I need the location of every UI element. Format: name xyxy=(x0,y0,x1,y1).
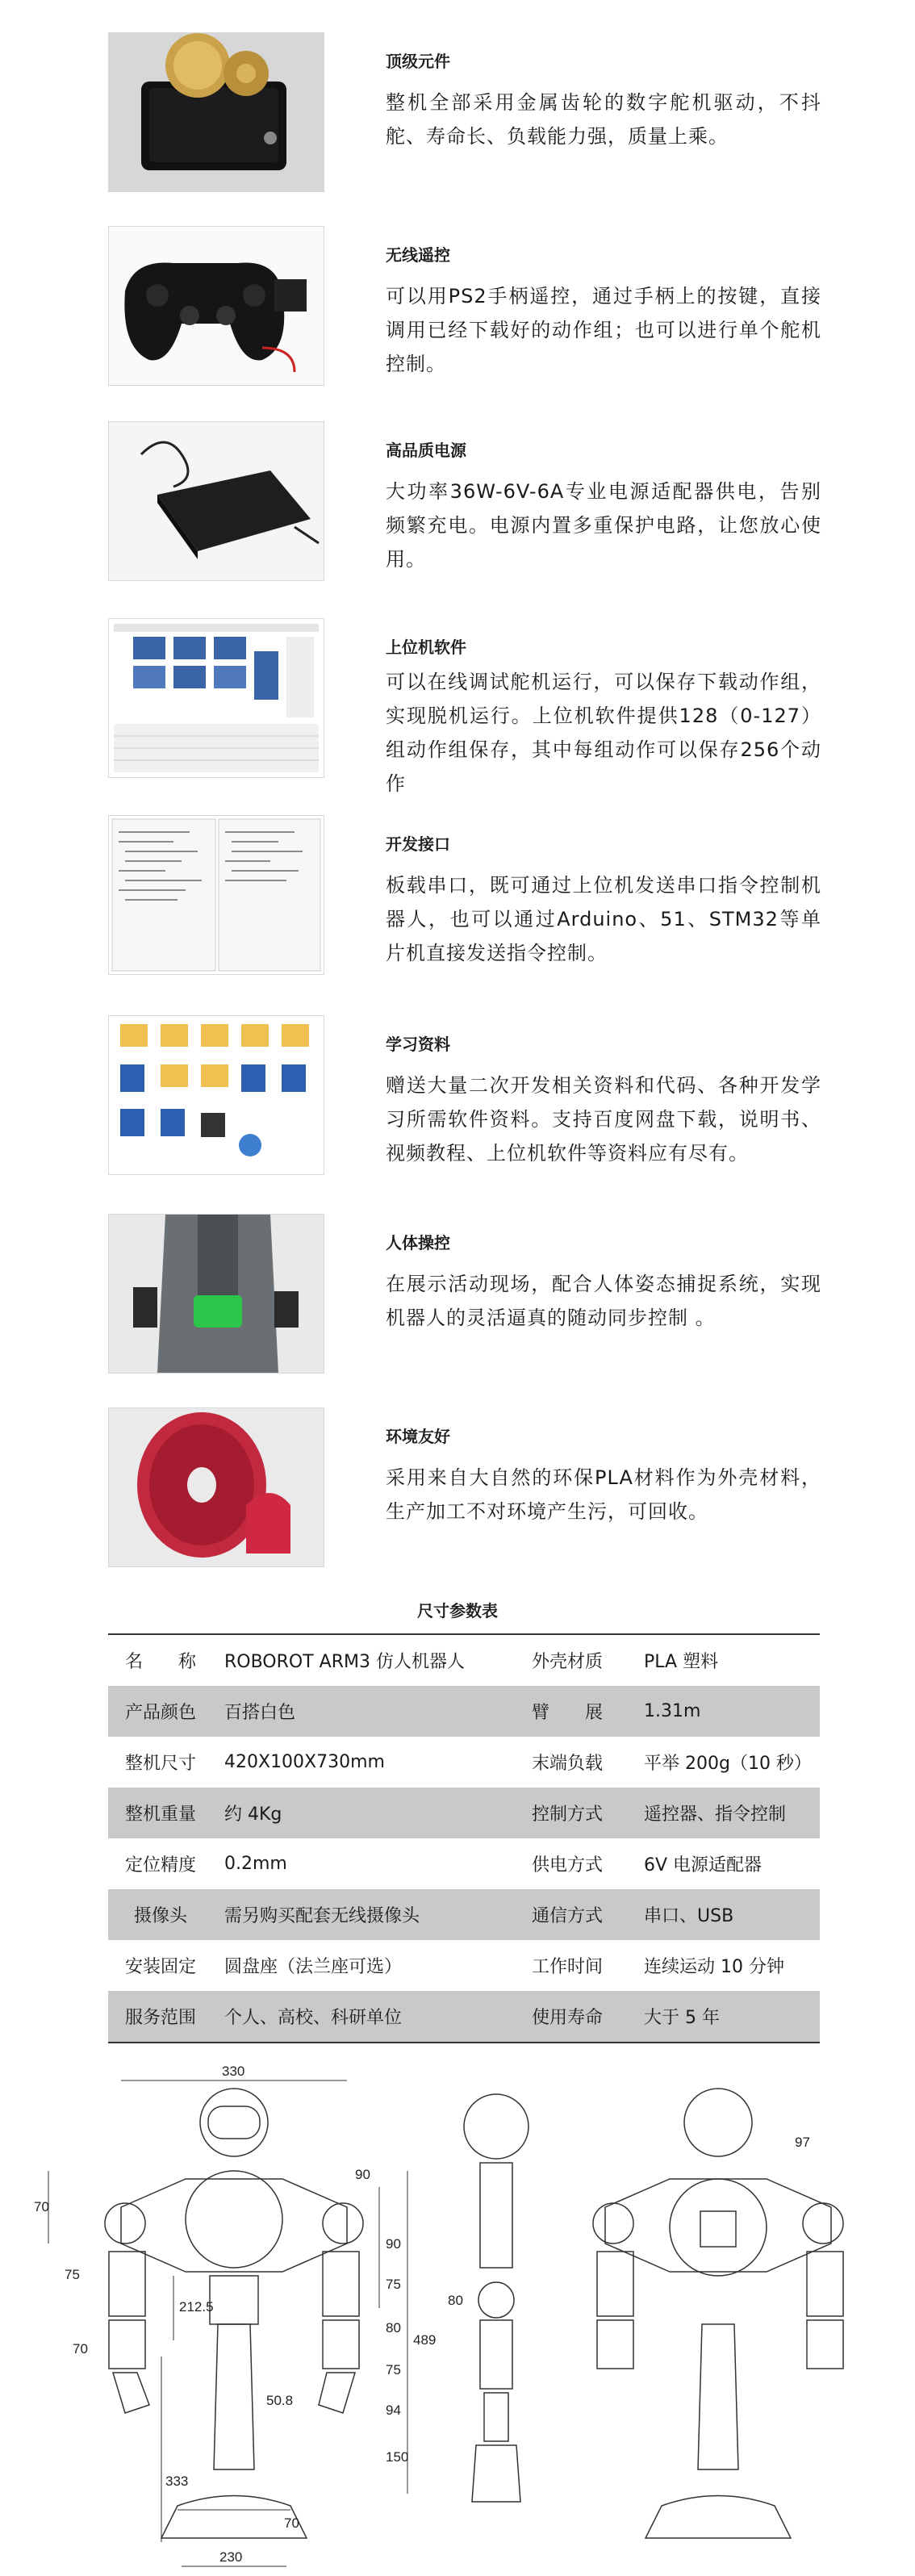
spec-cell-v2: 6V 电源适配器 xyxy=(644,1855,762,1876)
dim-489: 489 xyxy=(413,2332,437,2348)
spec-cell-k2: 供电方式 xyxy=(531,1855,603,1876)
spec-cell-v1: 圆盘座（法兰座可选） xyxy=(224,1957,403,1977)
dim-75: 75 xyxy=(386,2277,401,2292)
spec-cell-v2: 遥控器、指令控制 xyxy=(620,1788,820,1838)
spec-cell-k2: 工作时间 xyxy=(531,1957,603,1977)
dim-head-diameter: 90 xyxy=(355,2167,370,2182)
spec-cell-v2: 大于 5 年 xyxy=(620,1991,820,2043)
dim-shoulder: 70 xyxy=(34,2199,49,2214)
power-adapter-image xyxy=(108,421,324,581)
spec-cell-k1: 整机尺寸 xyxy=(124,1754,196,1774)
feature-title: 顶级元件 xyxy=(386,52,450,71)
dim-upper-height: 212.5 xyxy=(179,2299,214,2315)
spec-cell-k2: 外壳材质 xyxy=(531,1652,603,1672)
spec-row xyxy=(108,1686,820,1737)
spec-cell-k2: 通信方式 xyxy=(515,1889,620,1940)
feature-desc: 可以用PS2手柄遥控，通过手柄上的按键，直接调用已经下载好的动作组；也可以进行单个舵机控制。 xyxy=(386,285,821,375)
dimension-drawing xyxy=(0,2066,915,2573)
dim-70: 70 xyxy=(284,2515,299,2531)
spec-cell-v1: 百搭白色 xyxy=(213,1686,515,1737)
spec-cell-v2: PLA 塑料 xyxy=(644,1652,719,1672)
spec-row xyxy=(108,1737,820,1788)
spec-cell-k2: 末端负载 xyxy=(531,1754,603,1774)
dim-arm-diameter: 75 xyxy=(65,2267,80,2282)
folder-icons-image xyxy=(108,1015,324,1175)
spec-row xyxy=(108,1838,820,1889)
spec-row xyxy=(108,1991,820,2043)
spec-table xyxy=(108,1633,820,2043)
feature-item xyxy=(0,1015,915,1185)
spec-cell-v1: 0.2mm xyxy=(224,1854,287,1874)
spec-row xyxy=(108,1634,820,1686)
feature-desc: 在展示活动现场，配合人体姿态捕捉系统，实现机器人的灵活逼真的随动同步控制 。 xyxy=(386,1273,821,1329)
feature-item xyxy=(0,226,915,395)
dim-width-top: 330 xyxy=(222,2066,245,2079)
spec-cell-v2: 1.31m xyxy=(620,1686,820,1737)
spec-cell-k1: 摄像头 xyxy=(108,1889,213,1940)
spec-row xyxy=(108,1940,820,1991)
feature-desc: 赠送大量二次开发相关资料和代码、各种开发学习所需软件资料。支持百度网盘下载，说明书、视频教程、上位机软件等资料应有尽有。 xyxy=(386,1074,821,1165)
spec-table-title: 尺寸参数表 xyxy=(417,1601,498,1620)
dim-side-height: 90 xyxy=(386,2236,401,2252)
dim-back-diameter: 97 xyxy=(795,2135,810,2150)
dim-333: 333 xyxy=(165,2474,189,2489)
feature-desc: 整机全部采用金属齿轮的数字舵机驱动，不抖舵、寿命长、负载能力强，质量上乘。 xyxy=(386,91,821,148)
spec-cell-k1: 整机重量 xyxy=(108,1788,213,1838)
dim-base: 230 xyxy=(219,2549,243,2565)
spec-cell-v2: 平举 200g（10 秒） xyxy=(644,1754,812,1774)
gamepad-image xyxy=(108,226,324,386)
dim-column-diameter: 50.8 xyxy=(266,2393,294,2408)
feature-title: 无线遥控 xyxy=(386,245,450,265)
feature-item xyxy=(0,32,915,202)
spec-cell-k1: 名 称 xyxy=(124,1652,196,1672)
feature-desc: 采用来自大自然的环保PLA材料作为外壳材料，生产加工不对环境产生污，可回收。 xyxy=(386,1466,821,1523)
feature-desc: 大功率36W-6V-6A专业电源适配器供电，告别频繁充电。电源内置多重保护电路，让您放心使用。 xyxy=(386,480,821,571)
spec-cell-k2: 使用寿命 xyxy=(515,1991,620,2043)
feature-title: 开发接口 xyxy=(386,834,450,854)
spec-cell-v2: 串口、USB xyxy=(620,1889,820,1940)
spec-cell-k2: 控制方式 xyxy=(515,1788,620,1838)
spec-row xyxy=(108,1889,820,1940)
feature-item xyxy=(0,815,915,985)
spec-cell-v1: 个人、高校、科研单位 xyxy=(213,1991,515,2043)
spec-cell-k2: 臂 展 xyxy=(515,1686,620,1737)
feature-title: 环境友好 xyxy=(386,1427,450,1446)
spec-cell-k1: 安装固定 xyxy=(124,1957,196,1977)
feature-item xyxy=(0,1407,915,1577)
robot-dimension-svg xyxy=(0,2066,915,2573)
motion-capture-image xyxy=(108,1214,324,1374)
feature-item xyxy=(0,1214,915,1383)
servo-image xyxy=(108,32,324,192)
feature-title: 学习资料 xyxy=(386,1035,450,1054)
feature-title: 上位机软件 xyxy=(386,638,466,657)
spec-cell-v1: 约 4Kg xyxy=(213,1788,515,1838)
feature-title: 高品质电源 xyxy=(386,441,466,460)
dim-elbow-diameter: 70 xyxy=(73,2341,88,2356)
dim-75b: 75 xyxy=(386,2362,401,2377)
feature-title: 人体操控 xyxy=(386,1233,450,1252)
feature-desc: 可以在线调试舵机运行，可以保存下载动作组，实现脱机运行。上位机软件提供128（0-127）组动作组保存，其中每组动作可以保存256个动作 xyxy=(386,671,821,795)
feature-item xyxy=(0,421,915,591)
feature-item xyxy=(0,618,915,795)
dim-side-diameter: 80 xyxy=(448,2293,463,2308)
spec-cell-v1: ROBOROT ARM3 仿人机器人 xyxy=(224,1652,465,1672)
pla-filament-image xyxy=(108,1407,324,1567)
spec-cell-k1: 产品颜色 xyxy=(108,1686,213,1737)
software-screenshot xyxy=(108,618,324,778)
spec-cell-k1: 定位精度 xyxy=(124,1855,196,1876)
spec-cell-v1: 需另购买配套无线摄像头 xyxy=(213,1889,515,1940)
code-screenshot xyxy=(108,815,324,975)
dim-94: 94 xyxy=(386,2402,401,2418)
feature-desc: 板载串口，既可通过上位机发送串口指令控制机器人，也可以通过Arduino、51、STM32等单片机直接发送指令控制。 xyxy=(386,874,821,964)
spec-cell-v1: 420X100X730mm xyxy=(224,1752,385,1772)
dim-80: 80 xyxy=(386,2320,401,2336)
spec-cell-v2: 连续运动 10 分钟 xyxy=(644,1957,784,1977)
spec-cell-k1: 服务范围 xyxy=(108,1991,213,2043)
dim-150: 150 xyxy=(386,2449,409,2465)
spec-row xyxy=(108,1788,820,1838)
